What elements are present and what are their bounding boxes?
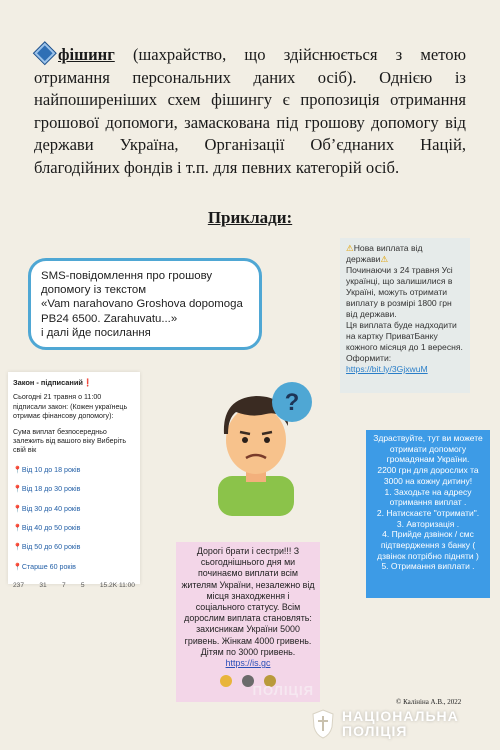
- age-option-2[interactable]: 📍Від 18 до 30 років: [13, 485, 81, 494]
- face-shape: [226, 406, 286, 474]
- card3-line: 5. Отримання виплати .: [381, 561, 475, 572]
- example-card-law-signed: [8, 372, 140, 590]
- views-time: 15.2K 11:00: [99, 582, 135, 590]
- example-card-state-payment: [340, 238, 470, 393]
- age-option-1[interactable]: 📍Від 10 до 18 років: [13, 465, 81, 474]
- pin-icon: 📍: [13, 562, 22, 571]
- card1-title: Нова виплата від держави: [346, 243, 423, 264]
- example-card-help-citizens: [366, 430, 490, 598]
- age-option-3[interactable]: 📍Від 30 до 40 років: [13, 504, 81, 513]
- examples-title: Приклади:: [207, 208, 293, 227]
- police-shield-icon: [312, 709, 334, 739]
- exclamation-icon: ❗: [82, 378, 93, 387]
- pin-icon: 📍: [13, 504, 22, 513]
- sms-example-box: [28, 258, 262, 350]
- card2-prompt: Сума виплат безпосередньо залежить від вашого віку Виберіть свій вік: [13, 427, 127, 455]
- age-option-4[interactable]: 📍Від 40 до 50 років: [13, 524, 81, 533]
- pin-icon: 📍: [13, 465, 22, 474]
- card1-link[interactable]: https://bit.ly/3GjxwuM: [346, 364, 428, 374]
- card3-line: 4. Прийде дзвінок / смс підтвердження з банку ( дзвінок потрібно підняти ): [377, 529, 479, 561]
- intro-paragraph: [34, 44, 466, 180]
- confused-man-illustration: [196, 376, 316, 516]
- card3-line: 3. Авторизація .: [396, 518, 460, 529]
- warning-icon: ⚠: [380, 254, 389, 264]
- card2-intro: Сьогодні 21 травня о 11:00 підписали закон: (Кожен українець отримає фінансову допомогу):: [13, 393, 128, 421]
- intro-text: (шахрайство, що здійснюється з метою отримання персональних даних осіб). Однією із найпоширеніших схем фішингу є пропозиція отримання грошової допомоги, замаскована під грошову допомогу від держави Україна, Організації Об’єднаних Націй, благодійних фондів і т.п. для певних категорій осіб.: [34, 45, 466, 177]
- sms-line-2: «Vam narahovano Groshova dopomoga PB24 6500. Zarahuvatu...»: [41, 298, 243, 325]
- example-card-brothers-sisters: [176, 542, 320, 702]
- diamond-bullet-icon: [34, 43, 55, 64]
- reactions-row: [13, 581, 135, 590]
- emoji-icon: [220, 675, 232, 687]
- reaction-count: 237: [13, 582, 25, 590]
- pin-icon: 📍: [13, 543, 22, 552]
- pin-icon: 📍: [13, 485, 22, 494]
- reaction-count: 31: [39, 582, 47, 590]
- card2-header: Закон - підписаний: [13, 378, 83, 387]
- card4-text: Дорогі брати і сестри!!! З сьогоднішнього дня ми починаємо виплати всім жителям України, незалежно від місця знаходження і соціального статусу. Всім дорослим виплата становлять: захисникам України 5000 гривень. Жінкам 4000 гривень. Дітям по 3000 гривень.: [181, 546, 315, 657]
- card1-cta: Оформити:: [346, 353, 392, 363]
- card3-line: 1. Заходьте на адресу отримання виплат .: [384, 486, 472, 508]
- card4-watermark: ПОЛІЦІЯ: [252, 682, 314, 698]
- reaction-count: 5: [80, 582, 85, 590]
- card3-line: 2200 грн для дорослих та 3000 на кожну дитину!: [377, 465, 479, 486]
- police-line-2: ПОЛІЦІЯ: [342, 723, 408, 739]
- age-option-5[interactable]: 📍Від 50 до 60 років: [13, 543, 81, 552]
- card4-link[interactable]: https://is.gc: [225, 658, 271, 669]
- pin-icon: 📍: [13, 524, 22, 533]
- svg-text:?: ?: [284, 389, 300, 416]
- intro-term: фішинг: [58, 45, 115, 64]
- age-option-6[interactable]: 📍Старше 60 років: [13, 562, 76, 571]
- sms-line-1: SMS-повідомлення про грошову допомогу із текстом: [41, 270, 213, 297]
- card3-line: 2. Натискаєте "отримати".: [376, 507, 480, 518]
- card1-body-2: Ця виплата буде надходити на картку ПриватБанку кожного місяця до 1 вересня.: [346, 320, 463, 352]
- card3-line: Здраствуйте, тут ви можете отримати допомогу громадянам України.: [373, 433, 483, 465]
- copyright: © Калініна А.В., 2022: [396, 698, 462, 706]
- police-logo: [312, 702, 492, 746]
- card1-body: Починаючи з 24 травня Усі українці, що залишилися в Україні, можуть отримати виплату в розмірі 1800 грн від держави.: [346, 265, 453, 319]
- sms-line-3: і далі йде посилання: [41, 326, 151, 339]
- police-line-1: НАЦІОНАЛЬНА: [342, 708, 459, 724]
- reaction-count: 7: [61, 582, 66, 590]
- warning-icon: ⚠: [346, 243, 354, 253]
